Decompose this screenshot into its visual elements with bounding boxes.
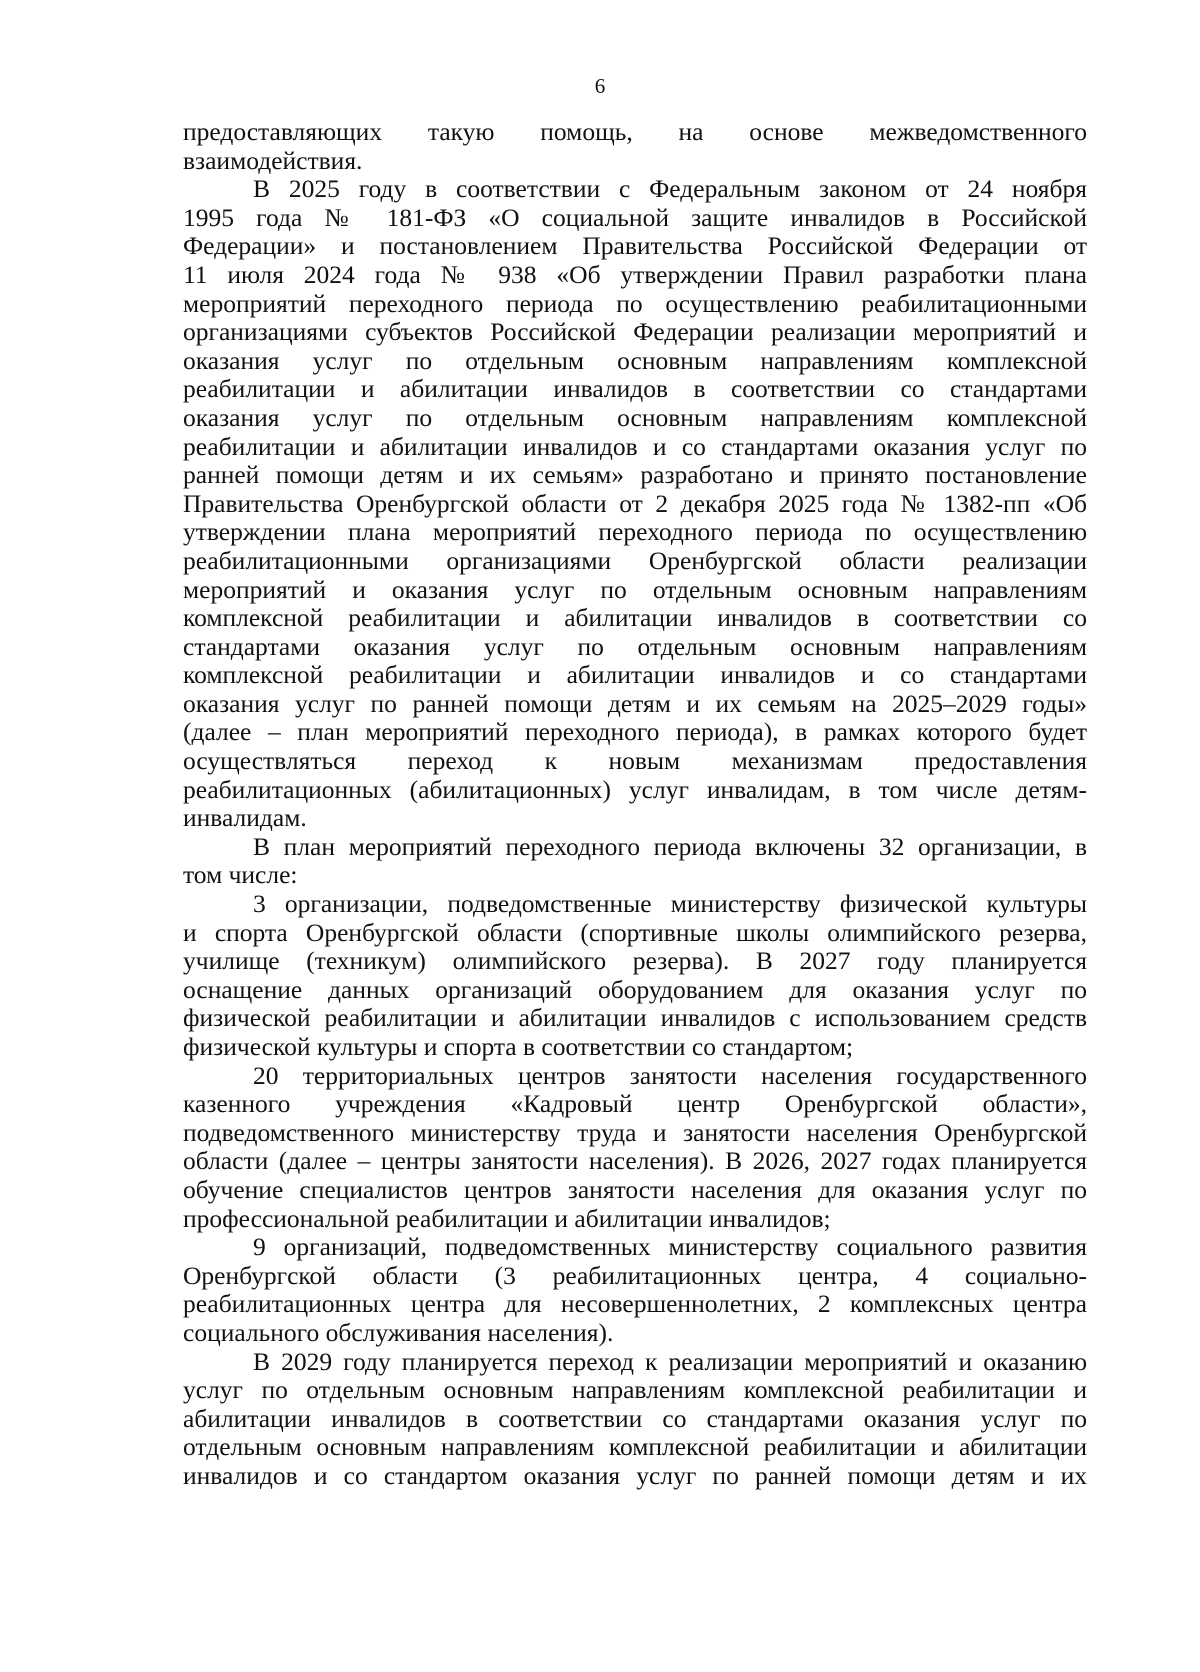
paragraph-line: Правительства Оренбургской области от 2 декабря 2025 года № 1382-пп «Об (183, 488, 1087, 518)
paragraph-line: комплексной реабилитации и абилитации инвалидов и со стандартами (183, 660, 1087, 690)
paragraph-line: осуществляться переход к новым механизмам предоставления (183, 746, 1087, 776)
paragraph-line: мероприятий переходного периода по осуществлению реабилитационными (183, 288, 1087, 318)
paragraph-line: мероприятий и оказания услуг по отдельным основным направлениям (183, 574, 1087, 604)
paragraph (183, 1233, 1087, 1347)
paragraph-line: предоставляющих такую помощь, на основе межведомственного (183, 117, 1087, 146)
paragraph-line: реабилитационных центра для несовершеннолетних, 2 комплексных центра (183, 1289, 1087, 1319)
paragraph-line: Федерации» и постановлением Правительства Российской Федерации от (183, 231, 1087, 261)
paragraph (183, 890, 1087, 1062)
paragraph-line: 1995 года № 181-ФЗ «О социальной защите инвалидов в Российской (183, 202, 1087, 232)
paragraph-line: стандартами оказания услуг по отдельным основным направлениям (183, 631, 1087, 661)
paragraph-line: оснащение данных организаций оборудованием для оказания услуг по (183, 974, 1087, 1004)
paragraph (183, 175, 1087, 833)
paragraph-line: организациями субъектов Российской Федерации реализации мероприятий и (183, 317, 1087, 347)
paragraph-line: ранней помощи детям и их семьям» разработано и принято постановление (183, 460, 1087, 490)
paragraph-line: том числе: (183, 860, 298, 890)
paragraph-line: (далее – план мероприятий переходного периода), в рамках которого будет (183, 717, 1087, 747)
document-body (183, 118, 1087, 1491)
paragraph-line: 11 июля 2024 года № 938 «Об утверждении Правил разработки плана (183, 259, 1087, 289)
paragraph-line: утверждении плана мероприятий переходного периода по осуществлению (183, 517, 1087, 547)
paragraph-line: области (далее – центры занятости населения). В 2026, 2027 годах планируется (183, 1146, 1087, 1176)
paragraph-line: В 2029 году планируется переход к реализации мероприятий и оказанию (253, 1346, 1087, 1376)
paragraph-line: подведомственного министерству труда и занятости населения Оренбургской (183, 1117, 1087, 1147)
paragraph-line: физической реабилитации и абилитации инвалидов с использованием средств (183, 1003, 1087, 1033)
paragraph-line: физической культуры и спорта в соответствии со стандартом; (183, 1032, 854, 1061)
paragraph-line: комплексной реабилитации и абилитации инвалидов в соответствии со (183, 603, 1087, 633)
paragraph (183, 833, 1087, 890)
page-number: 6 (594, 74, 606, 98)
paragraph-line: социального обслуживания населения). (183, 1317, 614, 1347)
paragraph-line: обучение специалистов центров занятости населения для оказания услуг по (183, 1174, 1087, 1204)
paragraph-line: оказания услуг по отдельным основным направлениям комплексной (183, 345, 1087, 375)
paragraph-line: отдельным основным направлениям комплексной реабилитации и абилитации (183, 1432, 1087, 1462)
paragraph-line: 9 организаций, подведомственных министерству социального развития (253, 1232, 1087, 1262)
paragraph-line: реабилитации и абилитации инвалидов в соответствии со стандартами (183, 374, 1087, 404)
paragraph (183, 1062, 1087, 1234)
paragraph-line: оказания услуг по ранней помощи детям и их семьям на 2025–2029 годы» (183, 688, 1087, 718)
paragraph-line: 20 территориальных центров занятости населения государственного (253, 1060, 1087, 1090)
paragraph-line: абилитации инвалидов в соответствии со стандартами оказания услуг по (183, 1403, 1087, 1433)
paragraph-line: училище (техникум) олимпийского резерва). В 2027 году планируется (183, 946, 1087, 976)
paragraph-line: взаимодействия. (183, 145, 363, 175)
paragraph-line: и спорта Оренбургской области (спортивные школы олимпийского резерва, (183, 917, 1087, 947)
paragraph-line: реабилитационными организациями Оренбургской области реализации (183, 545, 1087, 575)
paragraph (183, 118, 1087, 175)
paragraph-line: инвалидам. (183, 803, 307, 833)
paragraph-line: В 2025 году в соответствии с Федеральным законом от 24 ноября (253, 174, 1087, 204)
paragraph-line: реабилитационных (абилитационных) услуг инвалидам, в том числе детям- (183, 774, 1087, 804)
paragraph-line: реабилитации и абилитации инвалидов и со стандартами оказания услуг по (183, 431, 1087, 461)
paragraph (183, 1348, 1087, 1491)
paragraph-line: инвалидов и со стандартом оказания услуг по ранней помощи детям и их (183, 1460, 1087, 1490)
paragraph-line: казенного учреждения «Кадровый центр Оренбургской области», (183, 1089, 1087, 1119)
paragraph-line: 3 организации, подведомственные министерству физической культуры (253, 889, 1087, 919)
paragraph-line: В план мероприятий переходного периода включены 32 организации, в (253, 831, 1087, 861)
paragraph-line: Оренбургской области (3 реабилитационных центра, 4 социально- (183, 1260, 1087, 1290)
paragraph-line: услуг по отдельным основным направлениям комплексной реабилитации и (183, 1375, 1087, 1405)
paragraph-line: профессиональной реабилитации и абилитации инвалидов; (183, 1203, 831, 1233)
paragraph-line: оказания услуг по отдельным основным направлениям комплексной (183, 402, 1087, 432)
